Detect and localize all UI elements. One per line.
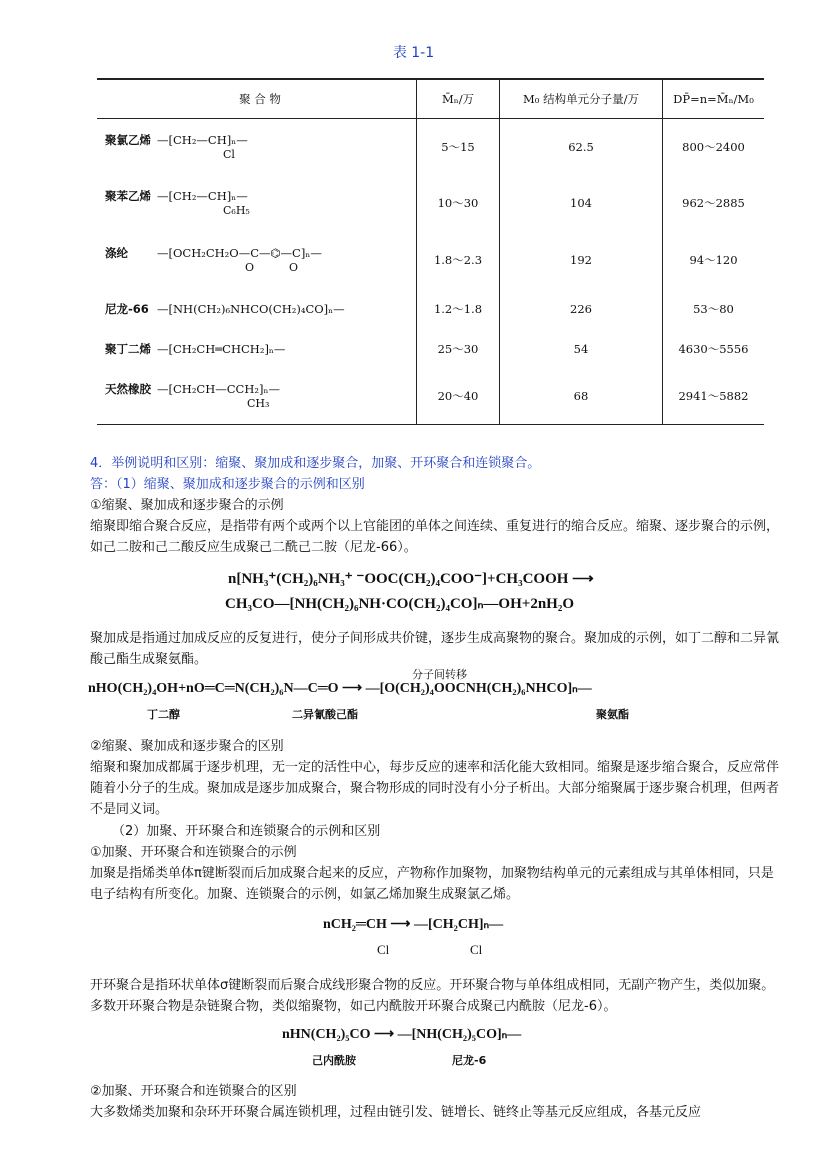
polymer-pendant: C₆H₅ [223,203,250,217]
dp-value: 94～120 [663,231,765,289]
paragraph-addition-polymerization: 加聚是指烯类单体π键断裂而后加成聚合起来的反应，产物称作加聚物，加聚物结构单元的元素组成与其单体相同，只是电子结构有所变化。加聚、连锁聚合的示例，如氯乙烯加聚生成聚氯乙烯。 [90,866,774,902]
m0-value: 68 [500,369,663,425]
polymer-table [97,78,764,425]
polymer-pendant: O O [245,260,299,274]
mn-value: 1.2～1.8 [417,289,500,329]
dp-value: 2941～5882 [663,369,765,425]
polymer-name: 聚苯乙烯 [105,188,151,203]
m0-value: 226 [500,289,663,329]
table-row [97,289,764,329]
paragraph-difference-1: 缩聚和聚加成都属于逐步机理，无一定的活性中心，每步反应的速率和活化能大致相同。缩聚是逐步缩合聚合，反应常伴随着小分子的生成。聚加成是逐步加成聚合，聚合物形成的同时没有小分子析出。大部分缩聚属于逐步聚合机理，但两者不是同义词。 [90,760,780,817]
table-row [97,175,764,231]
polymer-name: 聚丁二烯 [105,341,151,356]
polymer-formula: —[CH₂CH═CHCH₂]ₙ— [157,341,286,356]
header-dp: DP̄=n=M̄ₙ/M₀ [663,79,765,119]
table-row [97,329,764,369]
answer-heading-1: 答：（1）缩聚、聚加成和逐步聚合的示例和区别 [90,477,365,492]
equation-pvc-cl-2: Cl [470,942,483,957]
polymer-pendant: Cl [223,147,235,161]
equation-polyurethane: nHO(CH₂)₄OH+nO═C═N(CH₂)₆N—C═O ⟶ —[O(CH₂)₄OOCNH(CH₂)₆NHCO]ₙ— [88,681,592,696]
polymer-pendant: CH₃ [247,397,270,411]
dp-value: 53～80 [663,289,765,329]
header-mn: M̄ₙ/万 [417,79,500,119]
subheading-3: ①加聚、开环聚合和连锁聚合的示例 [90,845,297,860]
table-caption: 表 1-1 [392,45,435,61]
mn-value: 25～30 [417,329,500,369]
polymer-name: 尼龙-66 [105,301,149,316]
equation-nylon66-line2: CH₃CO—[NH(CH₂)₆NH·CO(CH₂)₄CO]ₙ—OH+2nH₂O [225,596,574,612]
polymer-formula: —[CH₂—CH]ₙ— [157,188,248,203]
polymer-formula: —[CH₂—CH]ₙ— [157,132,248,147]
equation-nylon66-line1: n[NH₃⁺(CH₂)₆NH₃⁺ ⁻OOC(CH₂)₄COO⁻]+CH₃COOH ⟶ [228,571,594,587]
subheading-4: ②加聚、开环聚合和连锁聚合的区别 [90,1084,297,1099]
equation-arrow-label: 分子间转移 [412,668,467,681]
m0-value: 62.5 [500,119,663,175]
answer-heading-2: （2）加聚、开环聚合和连锁聚合的示例和区别 [112,824,381,839]
m0-value: 104 [500,175,663,231]
label-caprolactam: 己内酰胺 [312,1054,356,1067]
paragraph-polyaddition: 聚加成是指通过加成反应的反复进行，使分子间形成共价键，逐步生成高聚物的聚合。聚加成的示例，如丁二醇和二异氰酸己酯生成聚氨酯。 [90,631,780,667]
table-row [97,231,764,289]
m0-value: 54 [500,329,663,369]
dp-value: 4630～5556 [663,329,765,369]
mn-value: 5～15 [417,119,500,175]
equation-nylon6: nHN(CH₂)₅CO ⟶ —[NH(CH₂)₅CO]ₙ— [282,1027,522,1042]
dp-value: 800～2400 [663,119,765,175]
paragraph-condensation: 缩聚即缩合聚合反应，是指带有两个或两个以上官能团的单体之间连续、重复进行的缩合反应。缩聚、逐步聚合的示例，如己二胺和己二酸反应生成聚己二酰己二胺（尼龙-66）。 [90,519,780,555]
polymer-name: 聚氯乙烯 [105,132,151,147]
equation-pvc-cl-1: Cl [377,942,390,957]
mn-value: 1.8～2.3 [417,231,500,289]
label-butanediol: 丁二醇 [147,708,180,721]
question-4: 4．举例说明和区别：缩聚、聚加成和逐步聚合，加聚、开环聚合和连锁聚合。 [90,456,541,471]
header-m0: M₀ 结构单元分子量/万 [500,79,663,119]
m0-value: 192 [500,231,663,289]
mn-value: 20～40 [417,369,500,425]
mn-value: 10～30 [417,175,500,231]
header-polymer: 聚 合 物 [97,79,417,119]
paragraph-ring-opening: 开环聚合是指环状单体σ键断裂而后聚合成线形聚合物的反应。开环聚合物与单体组成相同，无副产物产生，类似加聚。多数开环聚合物是杂链聚合物，类似缩聚物，如己内酰胺开环聚合成聚己内酰胺（尼龙-6）。 [90,978,775,1014]
polymer-formula: —[CH₂CH—CCH₂]ₙ— [157,382,280,397]
polymer-formula: —[OCH₂CH₂O—C—⌬—C]ₙ— [157,245,322,260]
table-row [97,119,764,175]
table-header-row [97,79,764,119]
answer-part-1 [90,474,780,495]
subheading-2: ②缩聚、聚加成和逐步聚合的区别 [90,739,284,754]
paragraph-chain-mechanism: 大多数烯类加聚和杂环开环聚合属连锁机理，过程由链引发、链增长、链终止等基元反应组成，各基元反应 [90,1105,702,1120]
label-polyurethane: 聚氨酯 [596,708,629,721]
dp-value: 962～2885 [663,175,765,231]
label-diisocyanate: 二异氰酸己酯 [292,708,358,721]
polymer-name: 涤纶 [105,245,128,260]
table-row [97,369,764,425]
label-nylon6: 尼龙-6 [452,1054,487,1067]
polymer-formula: —[NH(CH₂)₆NHCO(CH₂)₄CO]ₙ— [157,301,345,316]
polymer-name: 天然橡胶 [105,382,151,397]
equation-pvc: nCH₂═CH ⟶ —[CH₂CH]ₙ— [323,917,504,932]
subheading-1: ①缩聚、聚加成和逐步聚合的示例 [90,498,284,513]
